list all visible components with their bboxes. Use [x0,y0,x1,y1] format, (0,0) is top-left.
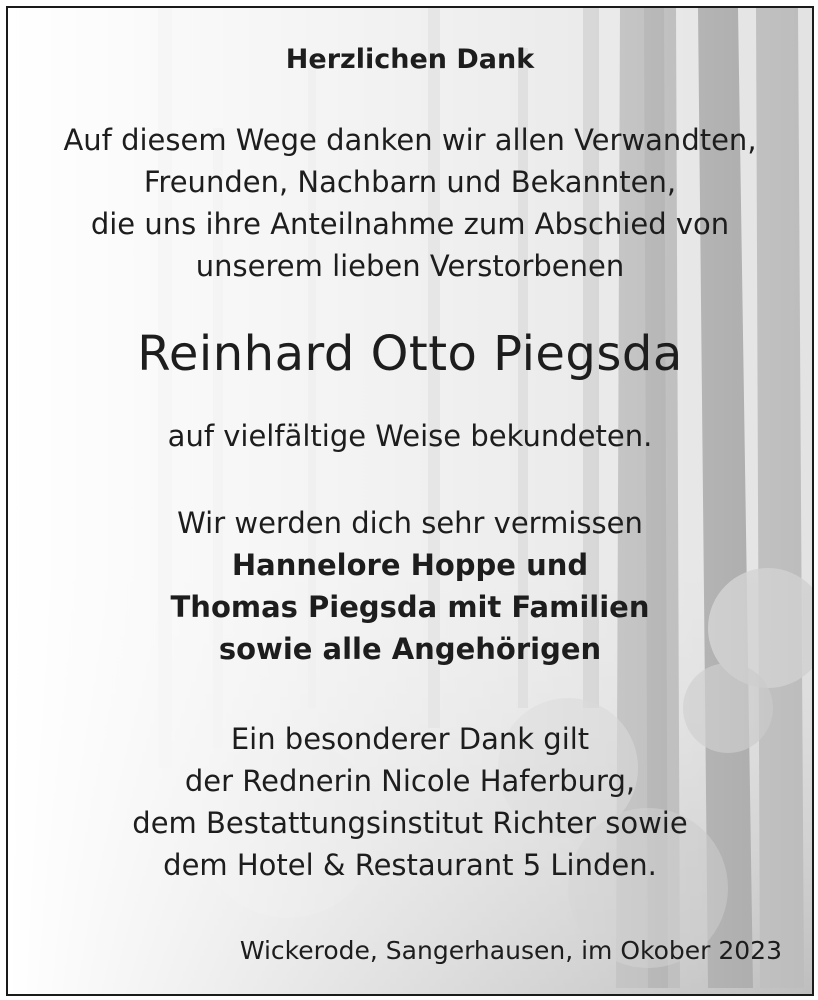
intro-line: Auf diesem Wege danken wir allen Verwandten, [63,123,757,157]
thanks-line: dem Bestattungsinstitut Richter sowie [132,806,688,840]
intro-line: Freunden, Nachbarn und Bekannten, [143,165,677,199]
thanks-line: Ein besonderer Dank gilt [230,722,590,756]
notice-text [8,8,812,994]
place-date: Wickerode, Sangerhausen, im Okober 2023 [239,936,782,965]
intro-line: unserem lieben Verstorbenen [195,249,625,283]
after-name-line: auf vielfältige Weise bekundeten. [167,419,653,453]
family-line: Hannelore Hoppe und [231,548,589,582]
family-line: sowie alle Angehörigen [218,632,602,666]
notice-heading: Herzlichen Dank [285,44,535,75]
obituary-card [6,6,814,996]
intro-line: die uns ihre Anteilnahme zum Abschied von [90,207,730,241]
deceased-name: Reinhard Otto Piegsda [137,326,683,382]
thanks-line: der Rednerin Nicole Haferburg, [184,764,636,798]
thanks-line: dem Hotel & Restaurant 5 Linden. [163,848,657,882]
family-line: Thomas Piegsda mit Familien [170,590,650,624]
closing-line: Wir werden dich sehr vermissen [177,506,643,540]
